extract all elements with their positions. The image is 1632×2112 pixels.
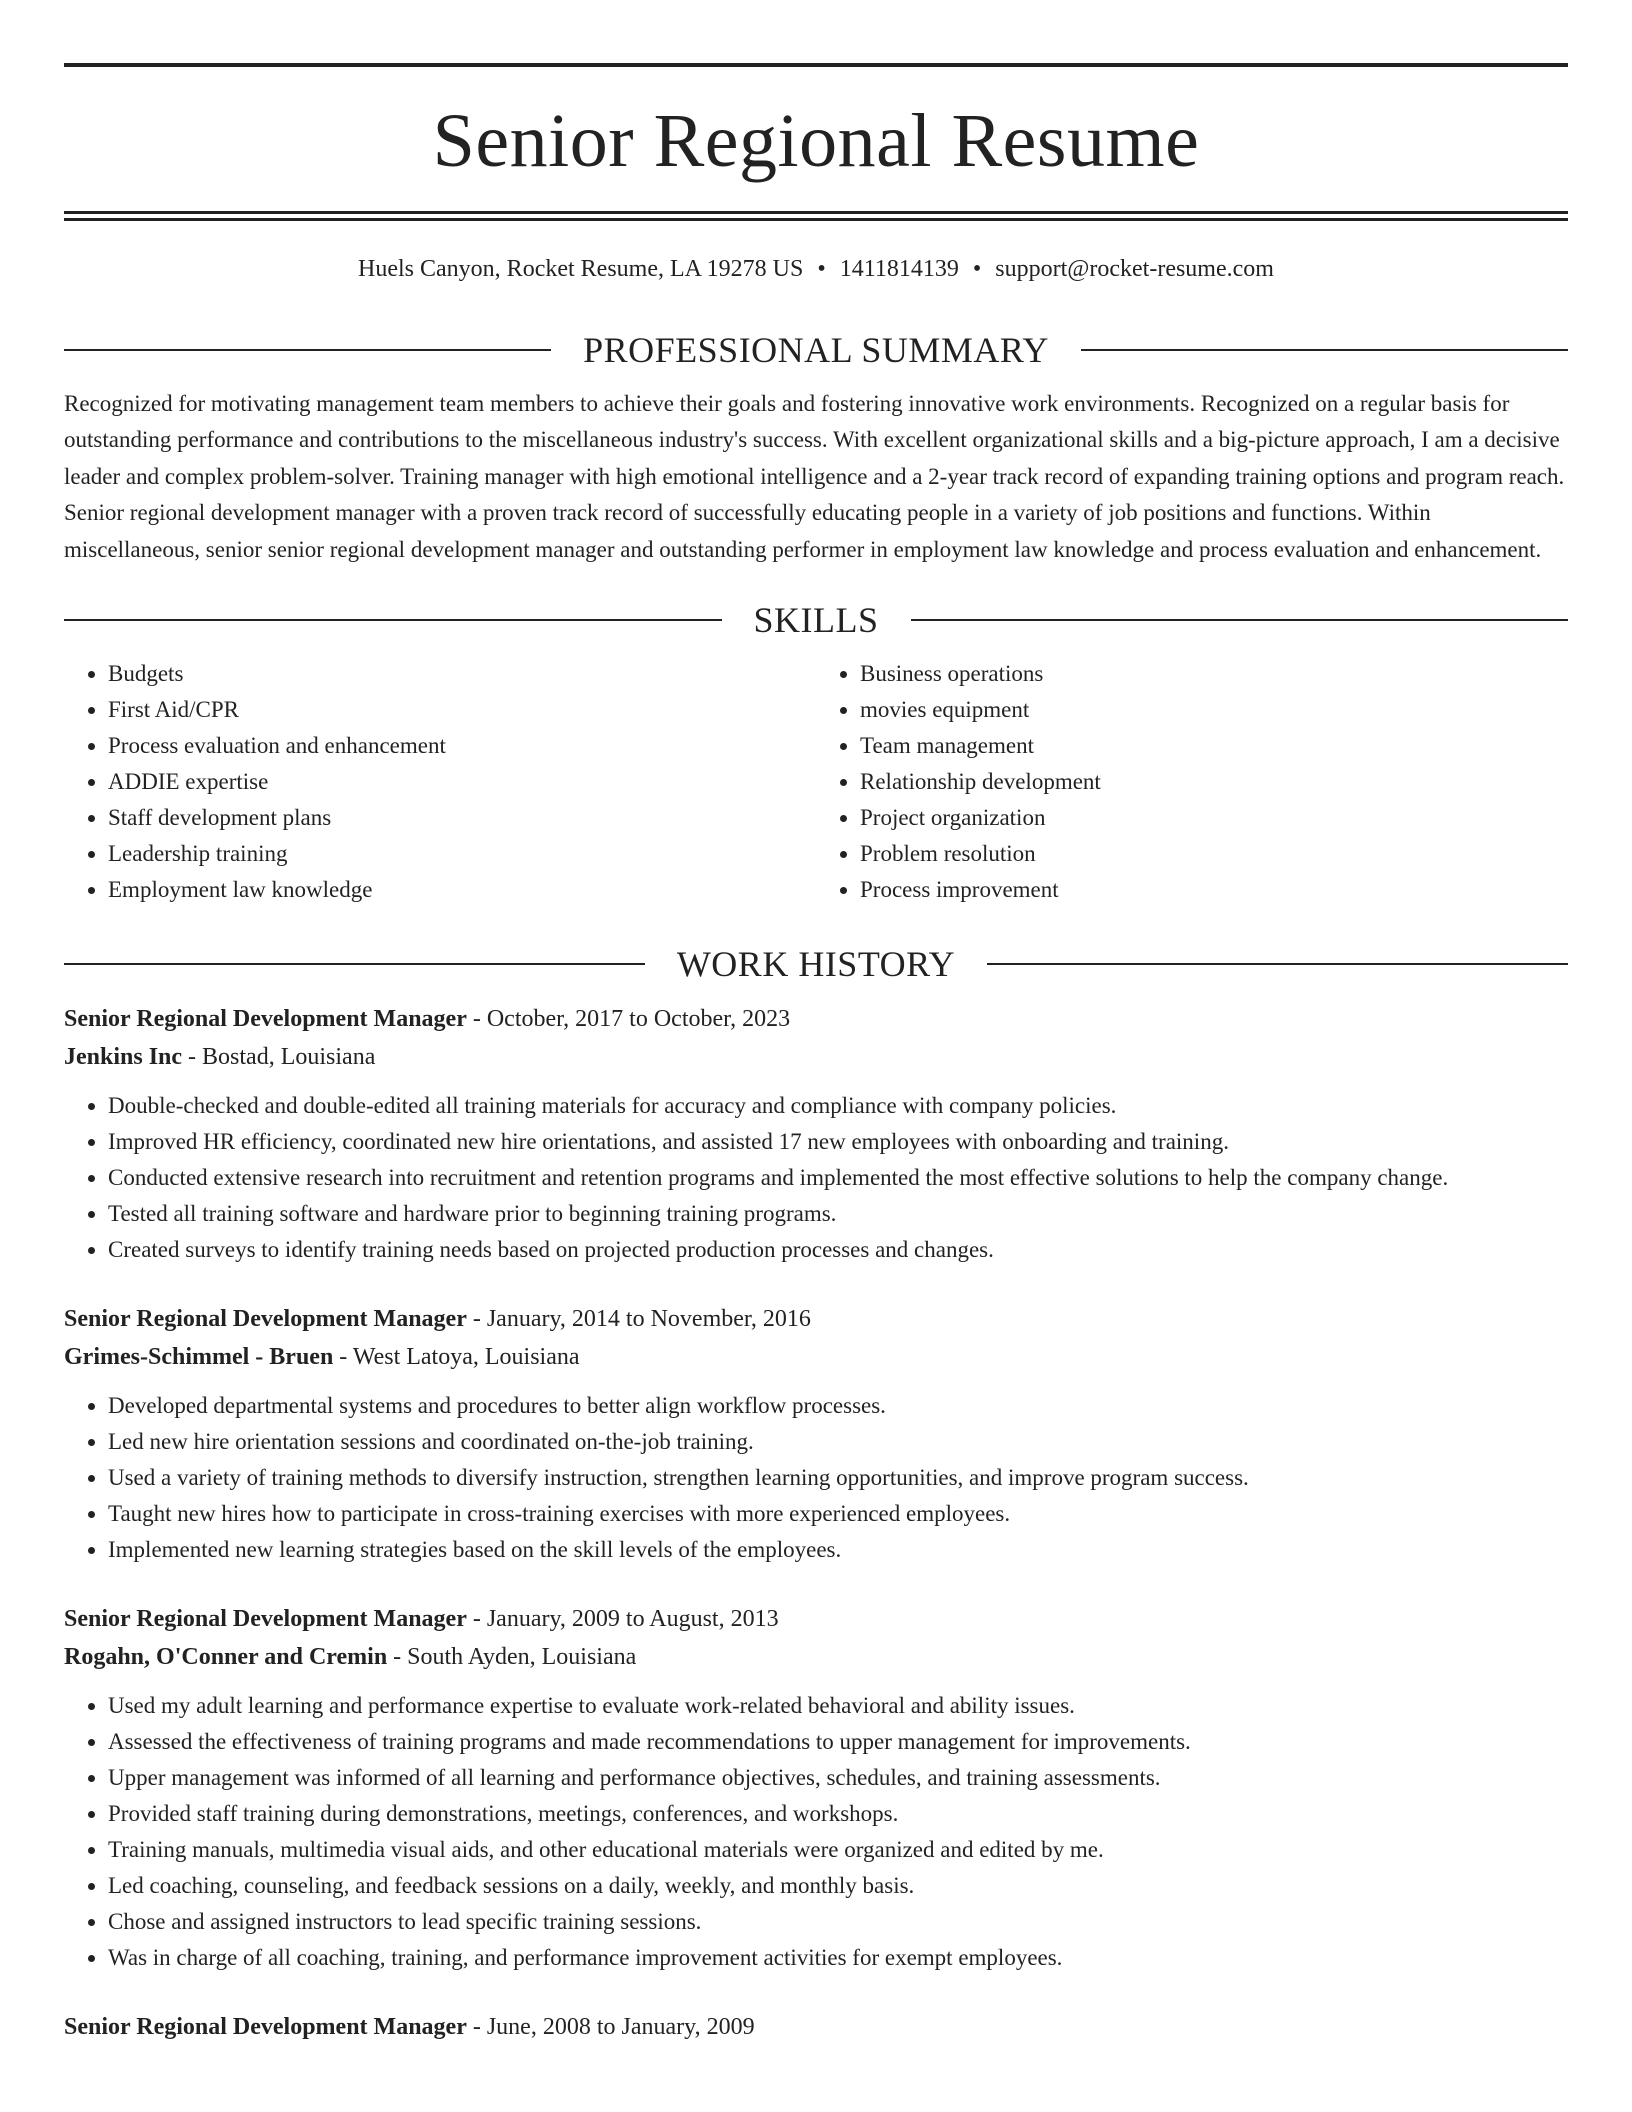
contact-email: support@rocket-resume.com <box>995 256 1274 282</box>
resume-title: Senior Regional Resume <box>432 99 1200 183</box>
job-bullets <box>64 1688 1568 1976</box>
skill-item: • First Aid/CPR <box>108 692 816 728</box>
job-title-line <box>64 1600 1568 1638</box>
skill-item: • Process evaluation and enhancement <box>108 728 816 764</box>
job-bullet: • Used a variety of training methods to diversify instruction, strengthen learning opportunities, and improve program success. <box>108 1460 1568 1496</box>
work-heading <box>64 944 1568 985</box>
job-bullet: • Led new hire orientation sessions and coordinated on-the-job training. <box>108 1424 1568 1460</box>
skill-item: • Project organization <box>860 800 1568 836</box>
heading-rule-right <box>911 619 1569 621</box>
title-double-rule <box>64 211 1568 221</box>
job-bullet: • Led coaching, counseling, and feedback sessions on a daily, weekly, and monthly basis. <box>108 1868 1568 1904</box>
skill-item: • Team management <box>860 728 1568 764</box>
job-bullet: • Assessed the effectiveness of training programs and made recommendations to upper management for improvements. <box>108 1724 1568 1760</box>
skills-heading-label: SKILLS <box>753 600 879 641</box>
contact-address: Huels Canyon, Rocket Resume, LA 19278 US <box>358 256 804 282</box>
skill-item: • movies equipment <box>860 692 1568 728</box>
summary-text: Recognized for motivating management team members to achieve their goals and fostering innovative work environments. Recognized on a regular basis for outstanding performance and contributions to the miscellaneous industry's success. With excellent organizational skills and a big-picture approach, I am a decisive leader and complex problem-solver. Training manager with high emotional intelligence and a 2-year track record of expanding training options and program reach. Senior regional development manager with a proven track record of successfully educating people in a variety of job positions and functions. Within miscellaneous, senior senior regional development manager and outstanding performer in employment law knowledge and process evaluation and enhancement. <box>64 390 1565 562</box>
job-dates: - October, 2017 to October, 2023 <box>466 1006 791 1033</box>
job-entry <box>64 1300 1568 1568</box>
job-company-line <box>64 1638 1568 1676</box>
job-company: Rogahn, O'Conner and Cremin <box>64 1644 388 1671</box>
job-title-line <box>64 1300 1568 1338</box>
job-title: Senior Regional Development Manager <box>64 1006 467 1033</box>
skill-item: • ADDIE expertise <box>108 764 816 800</box>
skill-item: • Process improvement <box>860 872 1568 908</box>
heading-rule-right <box>1081 349 1568 351</box>
work-history-list <box>64 1000 1568 2046</box>
heading-rule-left <box>64 963 645 965</box>
job-entry <box>64 1600 1568 1976</box>
contact-line <box>64 255 1568 284</box>
job-bullet: • Used my adult learning and performance expertise to evaluate work-related behavioral and ability issues. <box>108 1688 1568 1724</box>
skill-item: • Leadership training <box>108 836 816 872</box>
contact-separator: • <box>972 256 982 282</box>
skill-item: • Problem resolution <box>860 836 1568 872</box>
job-company: Jenkins Inc <box>64 1044 183 1071</box>
top-rule <box>64 63 1568 67</box>
heading-rule-left <box>64 349 551 351</box>
job-bullet: • Training manuals, multimedia visual aids, and other educational materials were organized and edited by me. <box>108 1832 1568 1868</box>
skill-item: • Employment law knowledge <box>108 872 816 908</box>
job-company: Grimes-Schimmel - Bruen <box>64 1344 334 1371</box>
job-bullet: • Developed departmental systems and procedures to better align workflow processes. <box>108 1388 1568 1424</box>
job-title-line <box>64 1000 1568 1038</box>
skill-item: • Business operations <box>860 656 1568 692</box>
contact-separator: • <box>817 256 826 282</box>
heading-rule-right <box>987 963 1568 965</box>
job-entry <box>64 2008 1568 2046</box>
skills-column-right <box>816 656 1568 908</box>
job-bullet: • Conducted extensive research into recruitment and retention programs and implemented the most effective solutions to help the company change. <box>108 1160 1568 1196</box>
job-bullets <box>64 1088 1568 1268</box>
job-company-line <box>64 1038 1568 1076</box>
job-company-line <box>64 1338 1568 1376</box>
job-title: Senior Regional Development Manager <box>64 2014 467 2041</box>
summary-heading-label: PROFESSIONAL SUMMARY <box>583 329 1049 370</box>
job-bullet: • Double-checked and double-edited all training materials for accuracy and compliance with company policies. <box>108 1088 1568 1124</box>
skills-heading <box>64 600 1568 641</box>
skills-column-left <box>64 656 816 908</box>
job-location: - Bostad, Louisiana <box>182 1044 376 1071</box>
job-bullet: • Taught new hires how to participate in cross-training exercises with more experienced employees. <box>108 1496 1568 1532</box>
skill-item: • Relationship development <box>860 764 1568 800</box>
job-title: Senior Regional Development Manager <box>64 1606 467 1633</box>
job-bullet: • Tested all training software and hardware prior to beginning training programs. <box>108 1196 1568 1232</box>
job-bullet: • Created surveys to identify training needs based on projected production processes and changes. <box>108 1232 1568 1268</box>
job-bullet: • Was in charge of all coaching, training, and performance improvement activities for exempt employees. <box>108 1940 1568 1976</box>
job-bullet: • Provided staff training during demonstrations, meetings, conferences, and workshops. <box>108 1796 1568 1832</box>
job-dates: - January, 2009 to August, 2013 <box>466 1606 779 1633</box>
summary-heading <box>64 329 1568 370</box>
job-location: - West Latoya, Louisiana <box>333 1344 580 1371</box>
heading-rule-left <box>64 619 722 621</box>
job-bullet: • Upper management was informed of all learning and performance objectives, schedules, and training assessments. <box>108 1760 1568 1796</box>
skill-item: • Budgets <box>108 656 816 692</box>
job-bullet: • Implemented new learning strategies based on the skill levels of the employees. <box>108 1532 1568 1568</box>
job-title-line <box>64 2008 1568 2046</box>
job-bullet: • Improved HR efficiency, coordinated new hire orientations, and assisted 17 new employees with onboarding and training. <box>108 1124 1568 1160</box>
job-dates: - January, 2014 to November, 2016 <box>466 1306 811 1333</box>
skill-item: • Staff development plans <box>108 800 816 836</box>
work-heading-label: WORK HISTORY <box>676 944 956 985</box>
job-entry <box>64 1000 1568 1268</box>
contact-phone: 1411814139 <box>839 256 959 282</box>
job-title: Senior Regional Development Manager <box>64 1306 467 1333</box>
skills-list <box>64 656 1568 908</box>
job-dates: - June, 2008 to January, 2009 <box>466 2014 755 2041</box>
job-location: - South Ayden, Louisiana <box>387 1644 637 1671</box>
job-bullets <box>64 1388 1568 1568</box>
job-bullet: • Chose and assigned instructors to lead specific training sessions. <box>108 1904 1568 1940</box>
